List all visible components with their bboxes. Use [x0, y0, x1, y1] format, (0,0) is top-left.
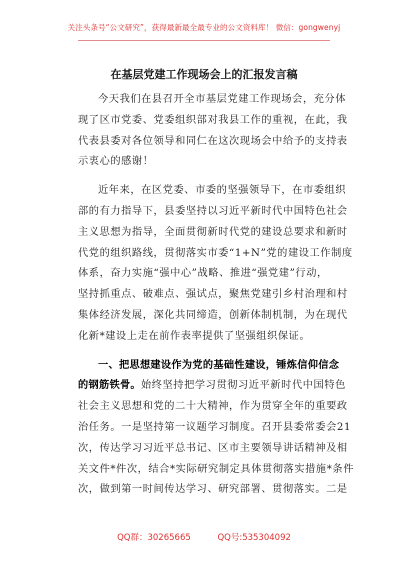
- section-heading: 的钢筋铁骨。: [78, 380, 141, 392]
- body-line: 化新*建设上走在前作表率提供了坚强组织保证。: [78, 330, 311, 342]
- body-line: 社会主义思想和党的二十大精神，作为贯穿全年的重要政: [78, 401, 348, 413]
- body-line: 主义思想为指导，全面贯彻新时代党的建设总要求和新时: [78, 226, 348, 238]
- paragraph-3: [78, 356, 354, 502]
- header-divider: [78, 40, 330, 41]
- body-line: 关文件*件次，结合*实际研究制定具体贯彻落实措施*条件: [78, 463, 354, 475]
- body-line: 代党的组织路线，贯彻落实市委“1+N”党的建设工作制度: [78, 247, 353, 259]
- body-text: 始终坚持把学习贯彻习近平新时代中国特色: [140, 380, 346, 392]
- body-line: 集体经济发展，深化共同缔造，创新体制机制，为在现代: [78, 309, 348, 321]
- body-line: 体系，奋力实施“强中心”战略、推进“强党建”行动，: [78, 268, 328, 280]
- paragraph-1: [78, 90, 348, 173]
- body-line: [78, 376, 346, 397]
- body-line: 次，传达学习习近平总书记、区市主要领导讲话精神及相: [78, 442, 348, 454]
- body-line: 示衷心的感谢！: [78, 156, 154, 168]
- footer-qq-number: QQ号:535304092: [217, 533, 291, 543]
- body-line: 现了区市党委、党委组织部对我县工作的重视，在此，我: [78, 114, 348, 126]
- body-line: 坚持抓重点、破难点、强试点，聚焦党建引乡村治理和村: [78, 289, 348, 301]
- body-line: [78, 356, 340, 377]
- footer-qq-group: QQ群：30265665: [117, 533, 191, 543]
- body-line: 今天我们在县召开全市基层党建工作现场会，充分体: [98, 94, 347, 105]
- body-line: 代表县委对各位领导和同仁在这次现场会中给予的支持表: [78, 135, 348, 147]
- paragraph-2: [78, 181, 353, 347]
- document-body: [78, 90, 354, 509]
- body-line: 治任务。一是坚持第一议题学习制度。召开县委常委会21: [78, 421, 352, 433]
- body-line: 次，做到第一时间传达学习、研究部署、贯彻落实。二是: [78, 484, 348, 496]
- body-line: 近年来，在区党委、市委的坚强领导下，在市委组织: [98, 185, 347, 197]
- header-note: 关注头条号“公文研究”，获得最新最全最专业的公文资料库！ 微信：gongwenyj: [67, 23, 341, 32]
- document-title: 在基层党建工作现场会上的汇报发言稿: [110, 68, 298, 81]
- footer-contact: [0, 531, 408, 543]
- section-heading: 一、把思想建设作为党的基础性建设，锤炼信仰信念: [98, 359, 340, 371]
- body-line: 部的有力指导下，县委坚持以习近平新时代中国特色社会: [78, 205, 348, 217]
